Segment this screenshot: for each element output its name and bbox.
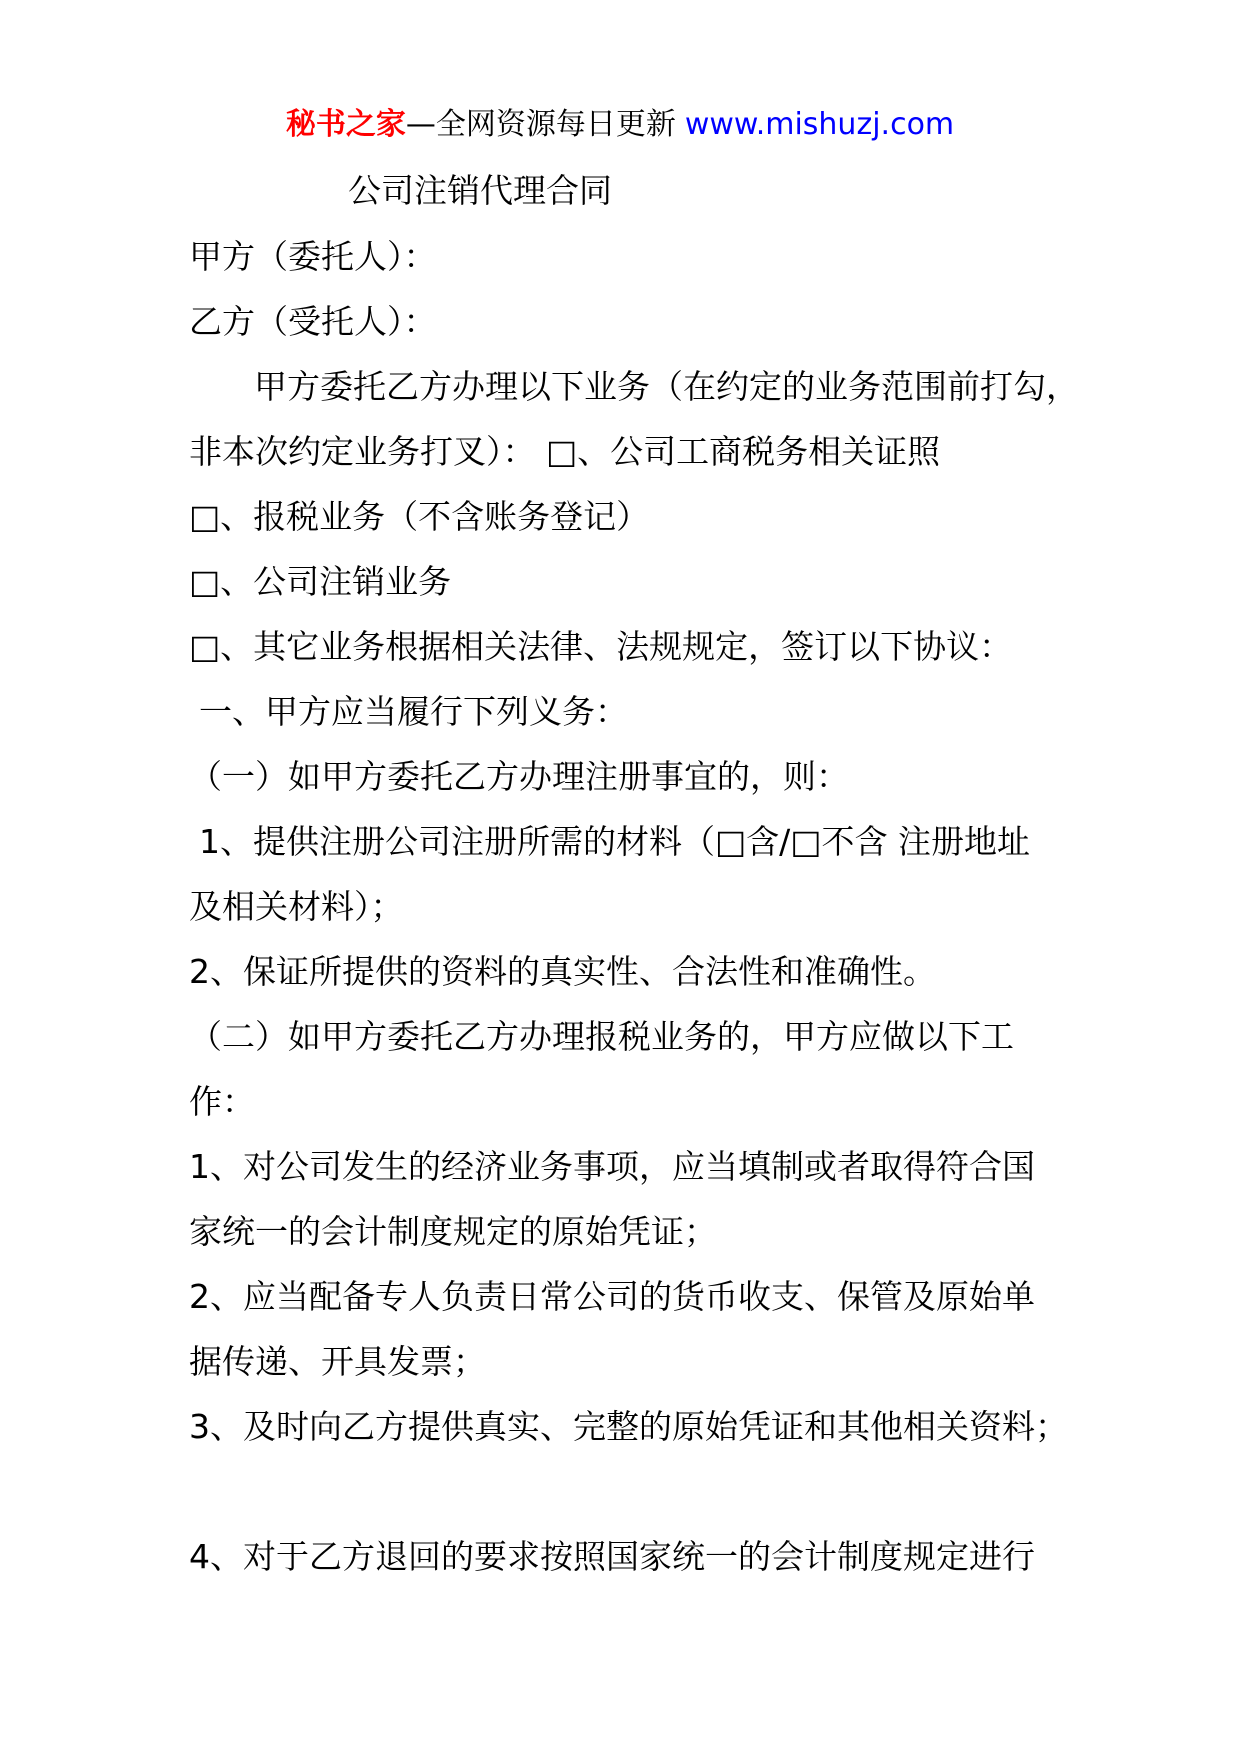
checkbox-option-line: □、其它业务根据相关法律、法规规定，签订以下协议：: [189, 627, 1013, 666]
clause-line: 3、及时向乙方提供真实、完整的原始凭证和其他相关资料；: [189, 1407, 1068, 1446]
checkbox-option-line: □、公司注销业务: [189, 562, 452, 601]
document-body: [0, 92, 1240, 1589]
header-tagline: —全网资源每日更新: [405, 107, 676, 142]
clause-line: 家统一的会计制度规定的原始凭证；: [189, 1212, 717, 1251]
site-url: www.mishuzj.com: [684, 107, 955, 142]
clause-line: 及相关材料）；: [189, 887, 404, 926]
party-a-line: 甲方（委托人）：: [189, 237, 437, 276]
checkbox-option-line: □、报税业务（不含账务登记）: [189, 497, 650, 536]
paragraph-line: 甲方委托乙方办理以下业务（在约定的业务范围前打勾，: [254, 367, 1079, 406]
subsection-heading: （一）如甲方委托乙方办理注册事宜的，则：: [189, 757, 849, 796]
clause-line: 据传递、开具发票；: [189, 1342, 486, 1381]
brand-name: 秘书之家: [285, 107, 406, 142]
clause-line: 2、保证所提供的资料的真实性、合法性和准确性。: [189, 952, 936, 991]
document-title: 公司注销代理合同: [348, 171, 612, 210]
subsection-heading: 作：: [189, 1082, 255, 1121]
subsection-heading: （二）如甲方委托乙方办理报税业务的，甲方应做以下工: [189, 1017, 1014, 1056]
clause-line: 1、提供注册公司注册所需的材料（□含/□不含 注册地址: [199, 822, 1030, 861]
blank-line: [0, 1459, 1240, 1524]
clause-line: 2、应当配备专人负责日常公司的货币收支、保管及原始单: [189, 1277, 1035, 1316]
paragraph-line: 非本次约定业务打叉）： □、公司工商税务相关证照: [189, 432, 941, 471]
party-b-line: 乙方（受托人）：: [189, 302, 437, 341]
site-header: [0, 92, 1240, 158]
section-heading: 一、甲方应当履行下列义务：: [199, 692, 628, 731]
clause-line: 1、对公司发生的经济业务事项，应当填制或者取得符合国: [189, 1147, 1035, 1186]
clause-line: 4、对于乙方退回的要求按照国家统一的会计制度规定进行: [189, 1537, 1035, 1576]
